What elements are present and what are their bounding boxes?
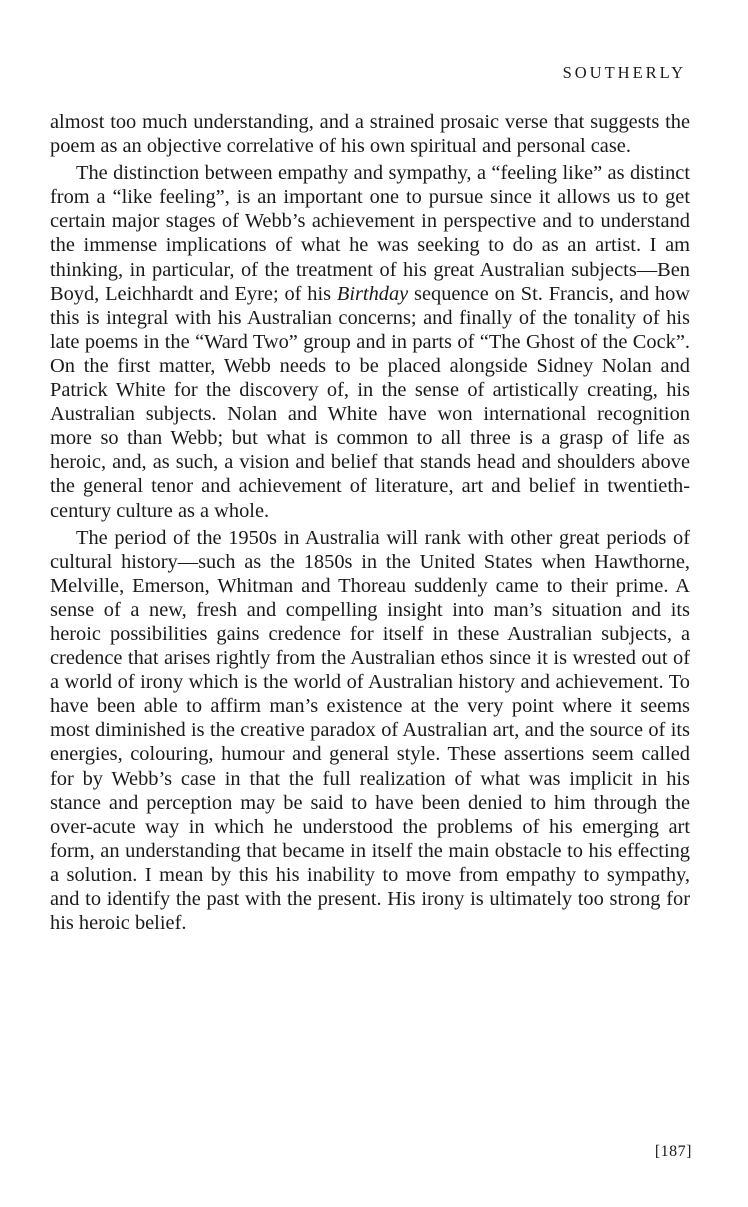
paragraph-2 <box>50 161 690 522</box>
running-head: SOUTHERLY <box>562 63 686 82</box>
body-text <box>50 110 690 935</box>
page-number: [187] <box>654 1143 692 1160</box>
paragraph-2-text-b: sequence on St. Francis, and how this is integral with his Australian concerns; and finally of the tonality of his late poems in the “Ward Two” group and in parts of “The Ghost of the Cock”. On the first matter, Webb needs to be placed alongside Sidney Nolan and Patrick White for the discovery of, in the sense of artistically creating, his Australian subjects. Nolan and White have won international recognition more so than Webb; but what is common to all three is a grasp of life as heroic, and, as such, a vision and belief that stands head and shoulders above the general tenor and achievement of literature, art and belief in twentieth-century culture as a whole. <box>50 282 690 522</box>
birthday-title-italic: Birthday <box>336 282 409 305</box>
paragraph-2-text-a: The distinction between empathy and sympathy, a “feeling like” as distinct from a “like feeling”, is an important one to pursue since it allows us to get certain major stages of Webb’s achievement in perspective and to understand the immense implications of what he was seeking to do as an artist. I am thinking, in particular, of the treatment of his great Australian subjects—Ben Boyd, Leichhardt and Eyre; of his <box>50 162 690 305</box>
paragraph-3: The period of the 1950s in Australia will rank with other great periods of cultural history—such as the 1850s in the United States when Hawthorne, Melville, Emerson, Whitman and Thoreau suddenly came to their prime. A sense of a new, fresh and compelling insight into man’s situation and its heroic possibilities gains credence for itself in these Australian subjects, a credence that arises rightly from the Australian ethos since it is wrested out of a world of irony which is the world of Australian history and achievement. To have been able to affirm man’s existence at the very point where it seems most diminished is the creative paradox of Australian art, and the source of its energies, colouring, humour and general style. These assertions seem called for by Webb’s case in that the full realization of what was implicit in his stance and perception may be said to have been denied to him through the over-acute way in which he understood the problems of his emerging art form, an understanding that became in itself the main obstacle to his effecting a solution. I mean by this his inability to move from empathy to sympathy, and to identify the past with the present. His irony is ultimately too strong for his heroic belief. <box>50 526 690 935</box>
paragraph-1: almost too much understanding, and a strained prosaic verse that suggests the poem as an objective correlative of his own spiritual and personal case. <box>50 111 690 158</box>
